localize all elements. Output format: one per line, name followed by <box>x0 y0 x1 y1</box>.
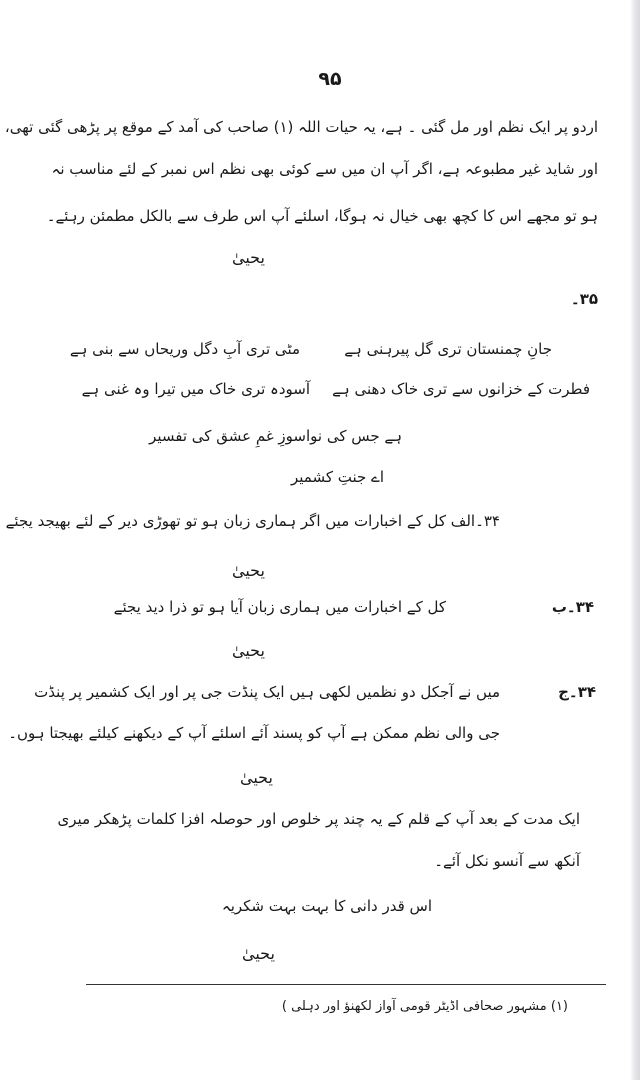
verse-3: ہے جس کی نواسوزِ غمِ عشق کی تفسیر <box>149 427 402 445</box>
section-34b-number: ۳۴۔ب <box>551 598 594 616</box>
closing-line-3: اس قدر دانی کا بہت بہت شکریہ <box>221 897 432 915</box>
section-34c-signature: یحییٰ <box>240 768 273 787</box>
footnote: (۱) مشہور صحافی اڈیٹر قومی آواز لکھنؤ اور دہلی ) <box>281 999 568 1014</box>
section-34a-text: ۳۴۔الف کل کے اخبارات میں اگر ہماری زبان ہو تو تھوڑی دیر کے لئے بھیجد یجئے <box>5 512 500 530</box>
intro-signature: یحییٰ <box>232 248 265 267</box>
section-34a-signature: یحییٰ <box>232 561 265 580</box>
footnote-divider <box>86 984 606 985</box>
verse-1-left: مٹی تری آبِ دگل وریحاں سے بنی ہے <box>69 340 300 358</box>
verse-4: اے جنتِ کشمیر <box>290 468 384 486</box>
intro-line-1: اردو پر ایک نظم اور مل گئی ۔ ہے، یہ حیات اللہ (۱) صاحب کی آمد کے موقع پر پڑھی گئی تھی، <box>4 118 598 136</box>
section-34b-signature: یحییٰ <box>232 641 265 660</box>
verse-2-right: فطرت کے خزانوں سے تری خاک دھنی ہے <box>332 380 590 398</box>
page-edge-shadow <box>630 0 640 1080</box>
intro-line-2: اور شاید غیر مطبوعہ ہے، اگر آپ ان میں سے کوئی بھی نظم اس نمبر کے لئے مناسب نہ <box>51 160 598 178</box>
verse-1-right: جانِ چمنستان تری گل پیرہنی ہے <box>344 340 552 358</box>
closing-line-1: ایک مدت کے بعد آپ کے قلم کے یہ چند پر خلوص اور حوصلہ افزا کلمات پڑھکر میری <box>57 810 580 828</box>
verse-2-left: آسودہ تری خاک میں تیرا وہ غنی ہے <box>81 380 310 398</box>
section-34c-line-2: جی والی نظم ممکن ہے آپ کو پسند آئے اسلئے آپ کے دیکھنے کیلئے بھیجتا ہوں۔ <box>8 724 500 742</box>
intro-line-3: ہو تو مجھے اس کا کچھ بھی خیال نہ ہوگا، اسلئے آپ اس طرف سے بالکل مطمئن رہئے۔ <box>46 207 598 225</box>
section-34c-number: ۳۴۔ج <box>558 683 596 701</box>
closing-line-2: آنکھ سے آنسو نکل آئے۔ <box>434 852 580 870</box>
closing-signature: یحییٰ <box>242 944 275 963</box>
section-34c-line-1: میں نے آجکل دو نظمیں لکھی ہیں ایک پنڈت جی پر اور ایک کشمیر پر پنڈت <box>34 683 500 701</box>
section-35-number: ۳۵۔ <box>570 290 598 308</box>
page-number: ۹۵ <box>318 68 342 90</box>
section-34b-text: کل کے اخبارات میں ہماری زبان آیا ہو تو ذرا دید یجئے <box>113 598 446 616</box>
